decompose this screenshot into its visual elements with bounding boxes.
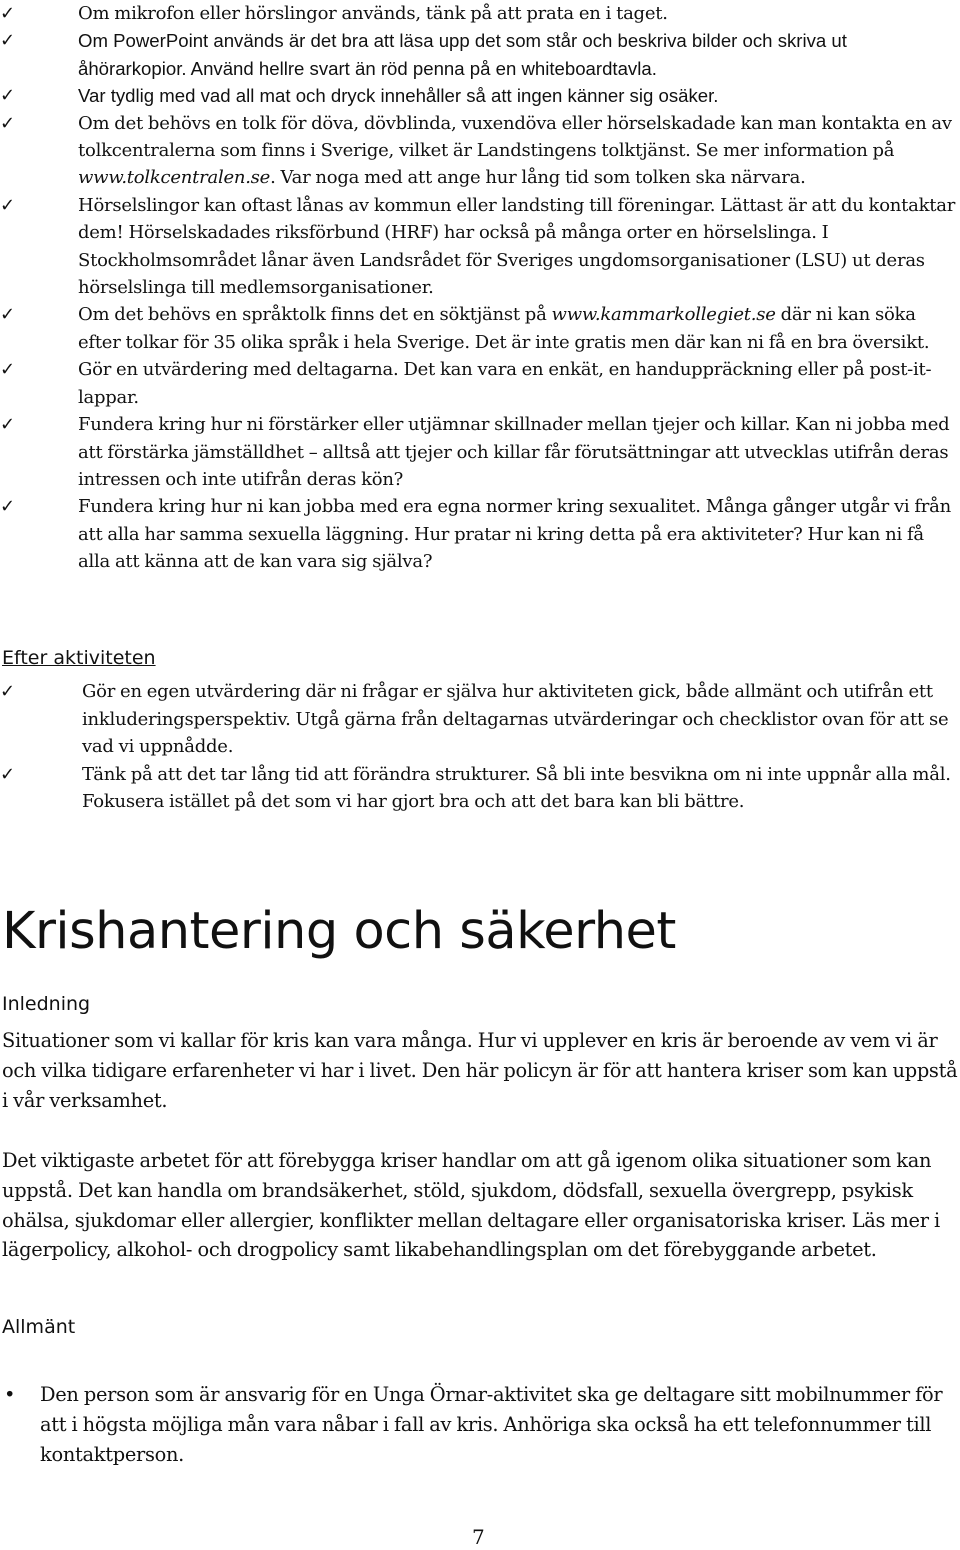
general-bullet-list	[0, 1380, 958, 1469]
tolkcentralen-link[interactable]: www.tolkcentralen.se	[78, 167, 271, 189]
checkmark-icon: ✓	[0, 194, 15, 216]
after-activity-heading: Efter aktiviteten	[2, 647, 156, 669]
checklist-item	[0, 0, 958, 27]
checklist-item	[0, 678, 958, 761]
checkmark-icon: ✓	[0, 681, 15, 702]
checklist-item	[0, 192, 958, 302]
checklist-item	[0, 110, 958, 192]
section-title: Krishantering och säkerhet	[2, 902, 676, 961]
intro-paragraph: Det viktigaste arbetet för att förebygga kriser handlar om att gå igenom olika situationer som kan uppstå. Det kan handla om brandsäkerhet, stöld, sjukdom, dödsfall, sexuella övergrepp, psykisk ohälsa, sjukdomar eller allergier, konflikter mellan deltagare eller organisatoriska kriser. Läs mer i lägerpolicy, alkohol- och drogpolicy samt likabehandlingsplan om det förebyggande arbetet.	[2, 1149, 940, 1262]
checkmark-icon: ✓	[0, 30, 16, 52]
checkmark-icon: ✓	[0, 112, 15, 134]
checklist-item-text: Var tydlig med vad all mat och dryck innehåller så att ingen känner sig osäker.	[78, 85, 719, 107]
checklist-item-text: Gör en utvärdering med deltagarna. Det kan vara en enkät, en handuppräckning eller på post-it-lappar.	[78, 359, 932, 408]
checklist-top	[0, 0, 958, 576]
checklist-item-text: Om det behövs en tolk för döva, dövblinda, vuxendöva eller hörselskadade kan man kontakta en av tolkcentralerna som finns i Sverige, vilket är Landstingens tolktjänst. Se mer information på	[78, 112, 952, 162]
checklist-item	[0, 493, 958, 575]
checklist-item-text: Gör en egen utvärdering där ni frågar er själva hur aktiviteten gick, både allmänt och utifrån ett inkluderingsperspektiv. Utgå gärna från deltagarnas utvärderingar och checklistor ovan för att se vad vi uppnådde.	[82, 681, 949, 758]
checklist-item-text: . Var noga med att ange hur lång tid som tolken ska närvara.	[270, 167, 806, 189]
checklist-item-text: Hörselslingor kan oftast lånas av kommun eller landsting till föreningar. Lättast är att du kontaktar dem! Hörselskadades riksförbund (HRF) har också på många orter en hörselslinga. I Stockholmsområdet lånar även Landsrådet för Sveriges ungdomsorganisationer (LSU) ut deras hörselslinga till medlemsorganisationer.	[78, 194, 956, 299]
checklist-item	[0, 301, 958, 356]
intro-paragraph: Situationer som vi kallar för kris kan vara många. Hur vi upplever en kris är beroende av vem vi är och vilka tidigare erfarenheter vi har i livet. Den här policyn är för att hantera kriser som kan uppstå i vår verksamhet.	[2, 1029, 958, 1112]
intro-heading: Inledning	[2, 993, 91, 1015]
checkmark-icon: ✓	[0, 414, 15, 436]
checkmark-icon: ✓	[0, 763, 15, 785]
checklist-item-text: där ni kan söka efter tolkar för 35 olika språk i hela Sverige. Det är inte gratis men där kan ni få en bra översikt.	[78, 304, 930, 353]
checklist-item-text: Om det behövs en språktolk finns det en söktjänst på	[78, 304, 552, 326]
general-heading: Allmänt	[2, 1316, 76, 1338]
bullet-item	[0, 1380, 958, 1469]
checklist-item	[0, 27, 958, 82]
bullet-item-text: Den person som är ansvarig för en Unga Örnar-aktivitet ska ge deltagare sitt mobilnummer för att i högsta möjliga mån vara nåbar i fall av kris. Anhöriga ska också ha ett telefonnummer till kontaktperson.	[40, 1383, 943, 1466]
kammarkollegiet-link[interactable]: www.kammarkollegiet.se	[551, 304, 776, 326]
checklist-item-text: Tänk på att det tar lång tid att förändra strukturer. Så bli inte besvikna om ni inte uppnår alla mål. Fokusera istället på det som vi har gjort bra och att det bara kan bli bättre.	[82, 763, 951, 813]
checklist-item-text: Om mikrofon eller hörslingor används, tänk på att prata en i taget.	[78, 3, 668, 24]
checklist-item-text: Fundera kring hur ni kan jobba med era egna normer kring sexualitet. Många gånger utgår vi från att alla har samma sexuella läggning. Hur pratar ni kring detta på era aktiviteter? Hur kan ni få alla att känna att de kan vara sig själva?	[78, 496, 951, 573]
checklist-item	[0, 82, 958, 109]
checkmark-icon: ✓	[0, 496, 15, 518]
checkmark-icon: ✓	[0, 3, 15, 24]
checklist-after	[0, 678, 958, 816]
checklist-item-text: Fundera kring hur ni förstärker eller utjämnar skillnader mellan tjejer och killar. Kan ni jobba med att förstärka jämställdhet – alltså att tjejer och killar får förutsättningar att utvecklas utifrån deras intressen och inte utifrån deras kön?	[78, 414, 950, 490]
checklist-item	[0, 761, 958, 816]
checklist-item	[0, 356, 958, 411]
checkmark-icon: ✓	[0, 304, 15, 326]
checklist-item	[0, 411, 958, 493]
page-number: 7	[472, 1525, 485, 1549]
checklist-item-text: Om PowerPoint används är det bra att läsa upp det som står och beskriva bilder och skriva ut åhörarkopior. Använd hellre svart än röd penna på en whiteboardtavla.	[78, 30, 847, 79]
checkmark-icon: ✓	[0, 359, 15, 381]
bullet-icon: •	[4, 1383, 16, 1406]
checkmark-icon: ✓	[0, 85, 16, 107]
